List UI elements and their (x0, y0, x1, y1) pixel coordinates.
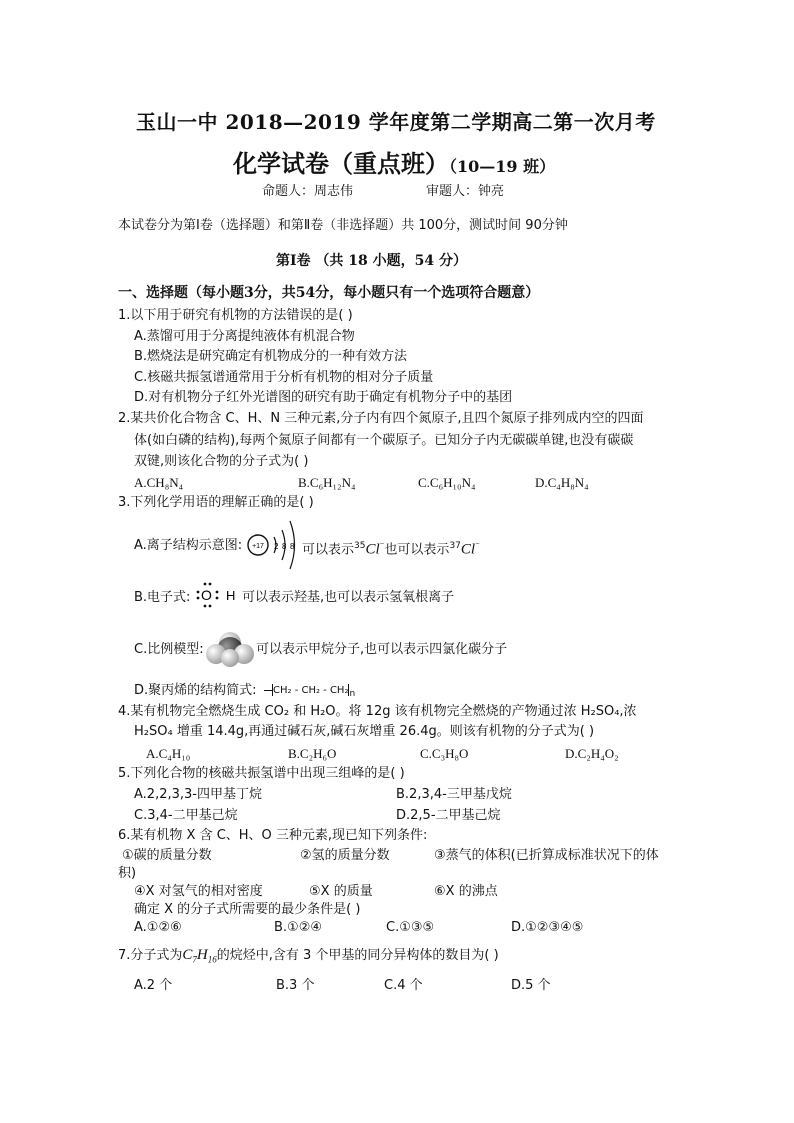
q6-condition-6: ⑥X 的沸点 (434, 884, 498, 899)
q1-option-b: B.燃烧法是研究确定有机物成分的一种有效方法 (134, 349, 408, 364)
q4-option-d: D.C₂H₄O₂ (565, 746, 619, 761)
q3-option-c-text: 可以表示甲烷分子,也可以表示四氯化碳分子 (256, 642, 508, 657)
q3-option-c-label: C.比例模型: (134, 642, 204, 657)
class-range: （10—19 班） (449, 157, 556, 176)
q2-line2: 体(如白磷的结构),每两个氮原子间都有一个碳原子。已知分子内无碳碳单键,也没有碳碳 (134, 433, 634, 448)
q5-option-c: C.3,4-二甲基己烷 (134, 808, 238, 823)
q7-pre: 7.分子式为 (118, 948, 183, 963)
q6-condition-5: ⑤X 的质量 (309, 884, 373, 899)
setter: 命题人：周志伟 (262, 184, 354, 199)
q5-stem: 5.下列化合物的核磁共振氢谱中出现三组峰的是( ) (118, 766, 405, 781)
reviewer: 审题人：钟亮 (426, 184, 505, 199)
q6-option-d: D.①②③④⑤ (511, 920, 584, 935)
q7-post: 的烷烃中,含有 3 个甲基的同分异构体的数目为( ) (216, 948, 499, 963)
q1-option-c: C.核磁共振氢谱通常用于分析有机物的相对分子质量 (134, 370, 434, 385)
q5-option-d: D.2,5-二甲基己烷 (396, 808, 501, 823)
q4-line1: 4.某有机物完全燃烧生成 CO₂ 和 H₂O。将 12g 该有机物完全燃烧的产物通过浓 H₂SO₄,浓 (118, 704, 637, 719)
electron-dot-formula (196, 580, 244, 610)
q2-option-a: A.CH₈N₄ (134, 475, 184, 490)
q7-option-a: A.2 个 (134, 978, 173, 993)
q6-stem: 6.某有机物 X 含 C、H、O 三种元素,现已知下列条件: (118, 828, 428, 843)
q3-option-a-text (302, 538, 480, 558)
chloride-symbol-2: Cl (460, 541, 476, 558)
charge-2: ⁻ (475, 541, 480, 551)
q6-condition-1: ①碳的质量分数 (122, 848, 212, 863)
q7-option-c: C.4 个 (384, 978, 423, 993)
q7-formula-c: C (182, 947, 193, 963)
part1-heading: 第Ⅰ卷 （共 18 小题，54 分） (276, 253, 468, 269)
isotope-mass-37: 37 (449, 541, 461, 551)
exam-title: 玉山一中 2018—2019 学年度第二学期高二第一次月考 (136, 110, 656, 134)
q6-option-a: A.①②⑥ (134, 920, 182, 935)
shell-electrons-1: 2 (274, 542, 279, 551)
ion-structure-diagram (247, 516, 303, 574)
q4-option-b: B.C₂H₆O (288, 746, 337, 761)
hydrogen-symbol: H (226, 588, 236, 603)
q3-option-a-label: A.离子结构示意图: (134, 538, 243, 553)
q6-condition-2: ②氢的质量分数 (300, 848, 390, 863)
q3-option-d-label: D.聚丙烯的结构简式: (134, 683, 257, 698)
q7-formula-h-count: 16 (207, 954, 217, 965)
q7-formula-c-count: 7 (192, 954, 197, 965)
q1-option-a: A.蒸馏可用于分离提纯液体有机混合物 (134, 329, 355, 344)
isotope-mass-35: 35 (354, 541, 366, 551)
space-filling-model (204, 630, 256, 668)
q2-option-c: C.C₆H₁₀N₄ (418, 475, 476, 490)
instructions: 本试卷分为第Ⅰ卷（选择题）和第Ⅱ卷（非选择题）共 100分，测试时间 90分钟 (118, 218, 568, 233)
q2-line1: 2.某共价化合物含 C、H、N 三种元素,分子内有四个氮原子,且四个氮原子排列成内空的四面 (118, 411, 644, 426)
polypropylene-formula (264, 683, 355, 702)
q7-option-d: D.5 个 (511, 978, 551, 993)
q3-stem: 3.下列化学用语的理解正确的是( ) (118, 495, 314, 510)
q6-condition-4: ④X 对氢气的相对密度 (134, 884, 263, 899)
section-title: 一、选择题（每小题3分，共54分，每小题只有一个选项符合题意） (118, 285, 540, 301)
q3-a-mid: 可以表示 (302, 542, 355, 558)
q6-condition-3: ③蒸气的体积(已折算成标准状况下的体 (434, 848, 659, 863)
q2-option-b: B.C₆H₁₂N₄ (298, 475, 356, 490)
q5-option-b: B.2,3,4-三甲基戊烷 (396, 787, 512, 802)
q1-option-d: D.对有机物分子红外光谱图的研究有助于确定有机物分子中的基团 (134, 390, 513, 405)
subject-name: 化学试卷（重点班） (233, 149, 449, 178)
q6-option-b: B.①②④ (274, 920, 323, 935)
q6-ask: 确定 X 的分子式所需要的最少条件是( ) (134, 902, 361, 917)
q2-option-d: D.C₄H₈N₄ (535, 475, 589, 490)
subject-title (233, 144, 555, 179)
q7-stem (118, 947, 499, 968)
repeat-count: n (349, 689, 356, 699)
q7-option-b: B.3 个 (276, 978, 315, 993)
q7-formula-h: H (196, 947, 208, 963)
nucleus-charge: +17 (252, 543, 264, 550)
q6-option-c: C.①③⑤ (386, 920, 435, 935)
q4-line2: H₂SO₄ 增重 14.4g,再通过碱石灰,碱石灰增重 26.4g。则该有机物的分子式为( ) (134, 724, 595, 739)
shell-electrons-2: 8 (282, 542, 287, 551)
q4-option-c: C.C₃H₈O (420, 746, 469, 761)
q2-line3: 双键,则该化合物的分子式为( ) (134, 454, 309, 469)
shell-electrons-3: 8 (290, 542, 295, 551)
oxygen-symbol: O (201, 587, 212, 603)
q1-stem: 1.以下用于研究有机物的方法错误的是( ) (118, 308, 353, 323)
bond-left (264, 690, 272, 691)
q6-condition-3-cont: 积) (118, 866, 137, 881)
q5-option-a: A.2,2,3,3-四甲基丁烷 (134, 787, 262, 802)
charge-1: ⁻ (379, 541, 385, 551)
chloride-symbol-1: Cl (365, 541, 380, 558)
q3-a-also: 也可以表示 (384, 542, 450, 558)
q3-option-b-text: 可以表示羟基,也可以表示氢氧根离子 (242, 590, 455, 605)
q3-option-b-label: B.电子式: (134, 590, 191, 605)
q4-option-a: A.C₄H₁₀ (146, 746, 191, 761)
repeat-unit: CH₂ - CH₂ - CH₂ (273, 685, 349, 696)
